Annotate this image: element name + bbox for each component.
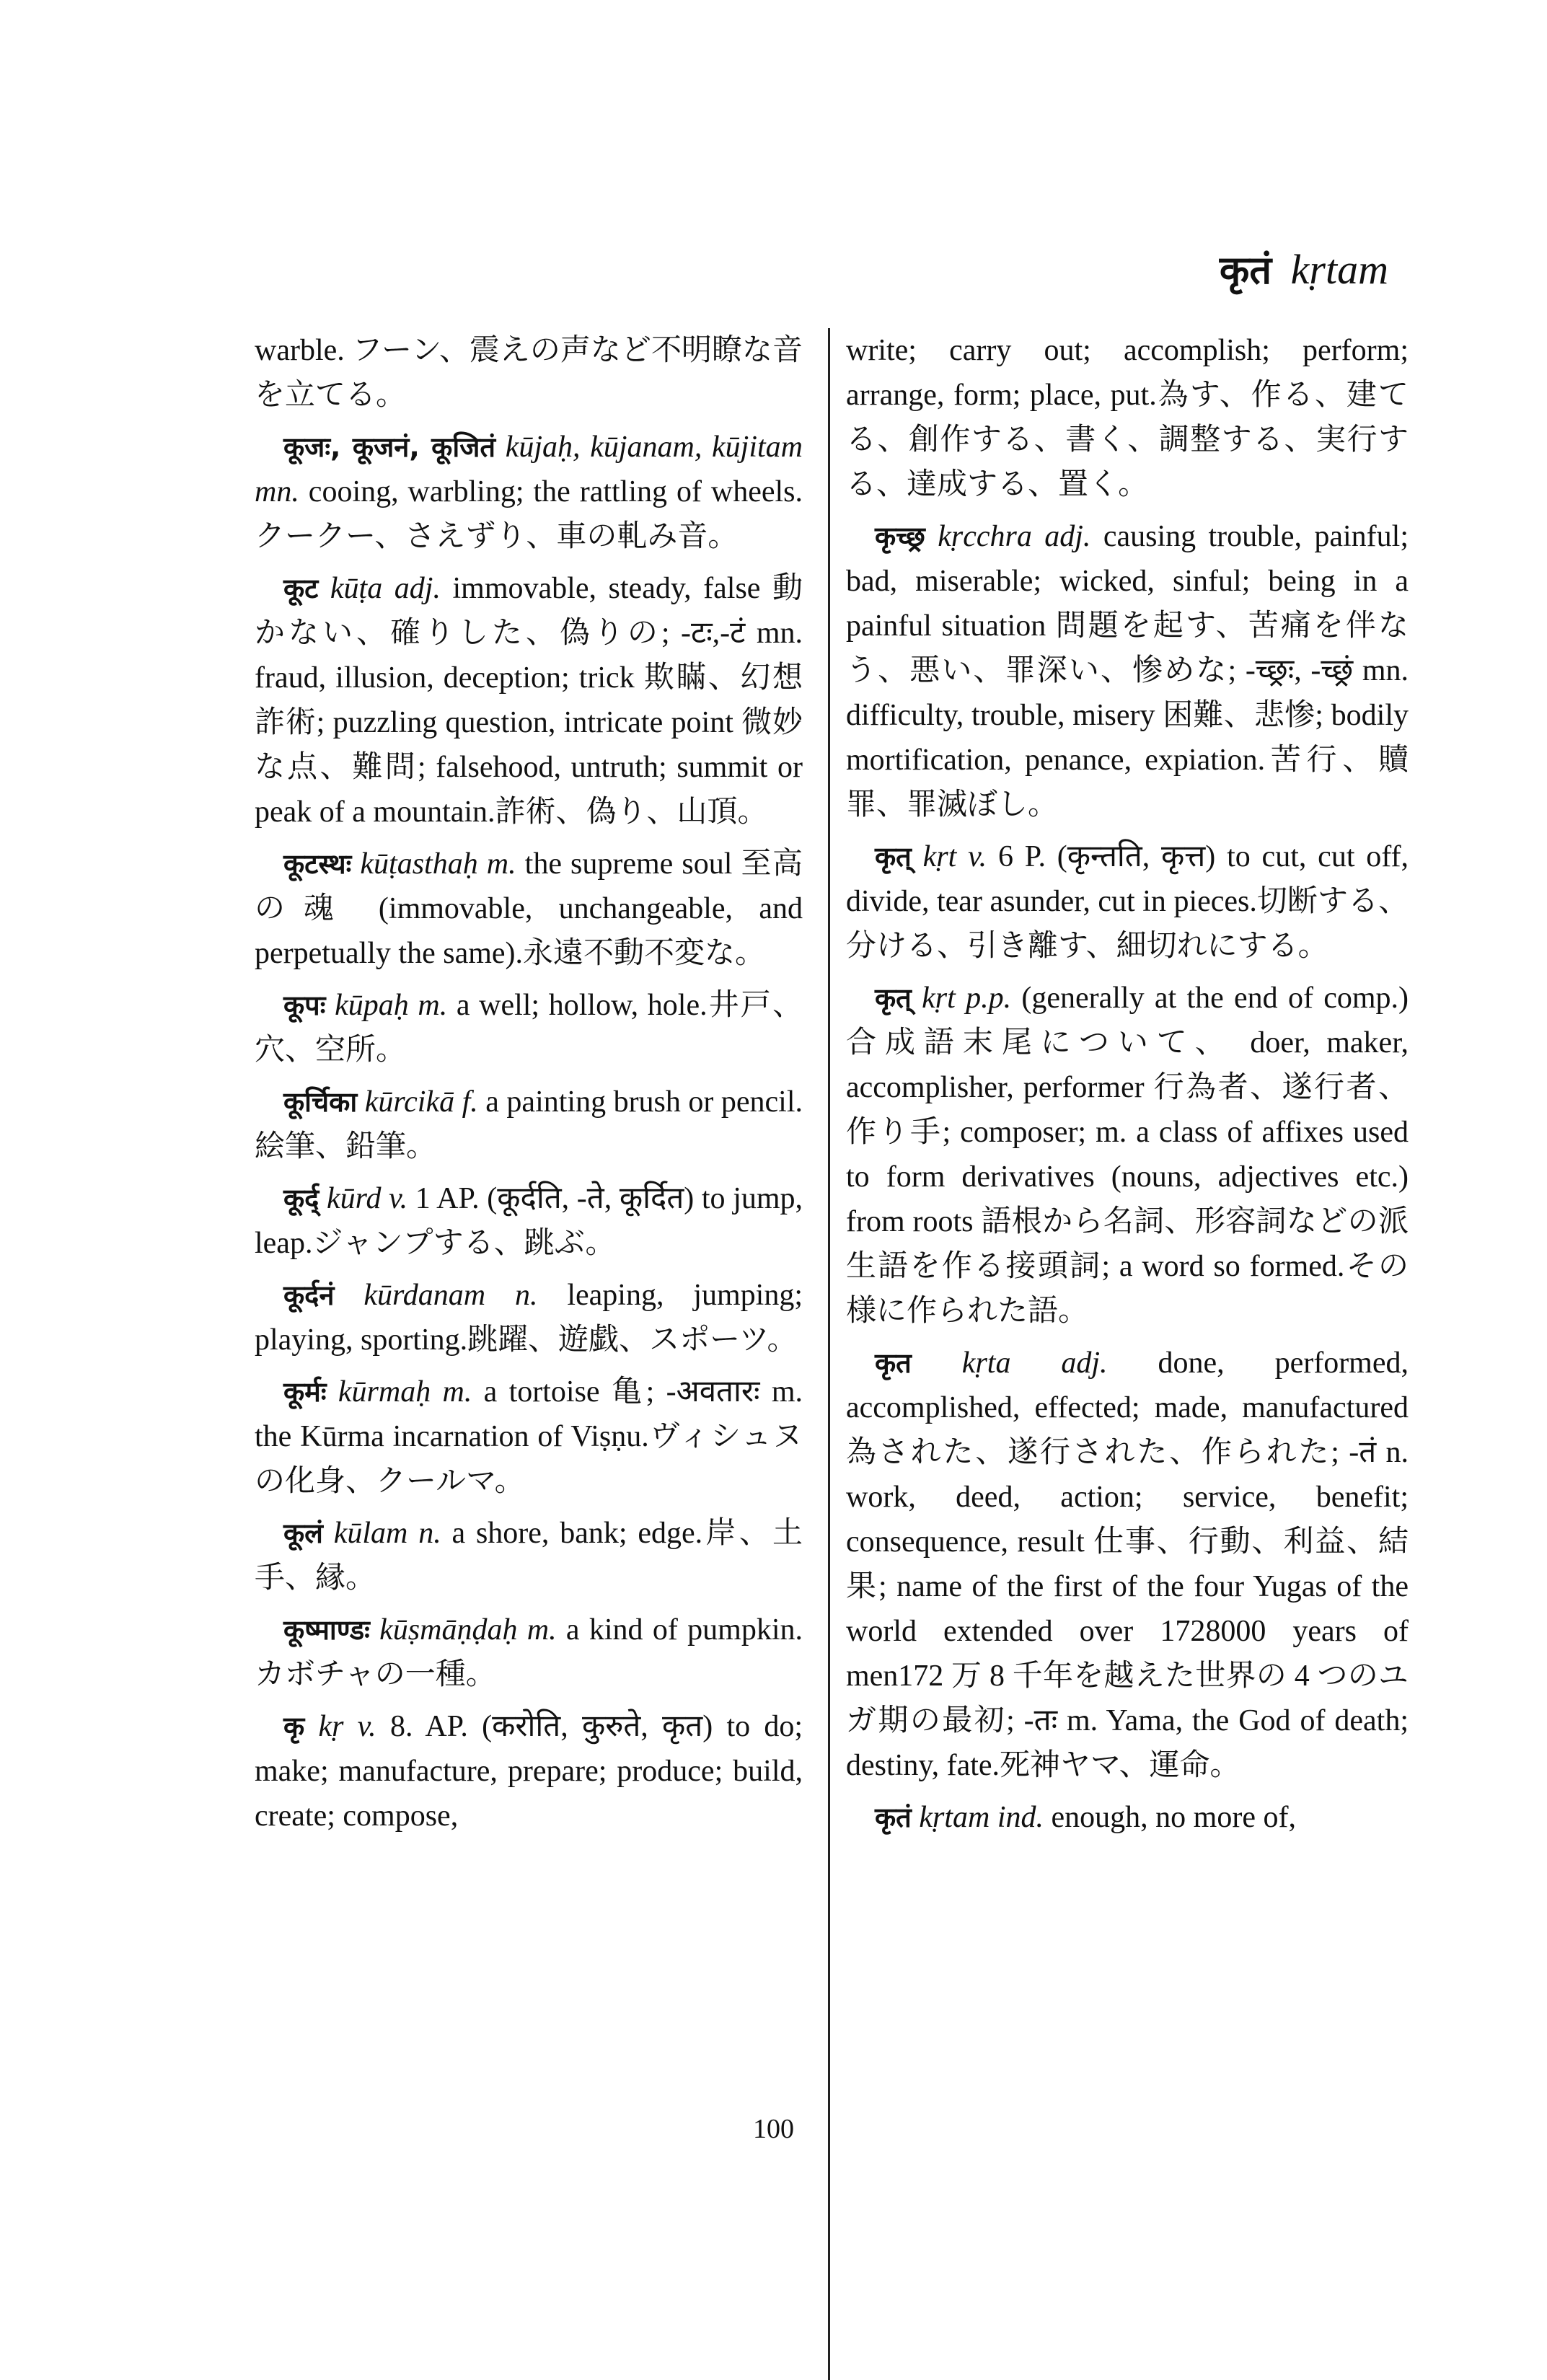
definition: a shore, bank; edge.岸、土手、縁。: [255, 1517, 803, 1595]
definition: the supreme soul 至高の魂 (immovable, unchangeable, and perpetually the same).永遠不動不変な。: [255, 847, 803, 970]
dictionary-entry: [255, 1608, 803, 1697]
running-head-translit: kṛtam: [1290, 246, 1388, 293]
definition: immovable, steady, false 動かない、確りした、偽りの; -टः,-टं mn. fraud, illusion, deception; trick 欺瞞、幻想詐術; puzzling question, intricate point 微妙な点、難問; falsehood, untruth; summit or peak of a mountain.詐術、偽り、山頂。: [255, 572, 803, 829]
definition: a painting brush or pencil.絵筆、鉛筆。: [255, 1085, 803, 1163]
right-column: [846, 328, 1409, 1847]
transliteration: kṛt v.: [922, 840, 987, 873]
headword: कूजः, कूजनं, कूजितं: [283, 431, 496, 463]
page-number: 100: [753, 2114, 794, 2144]
transliteration: kūṣmāṇḍaḥ m.: [379, 1613, 557, 1647]
dictionary-entry: [846, 1341, 1409, 1788]
headword: कृत्: [875, 841, 912, 873]
transliteration: kṛt p.p.: [922, 982, 1012, 1015]
definition: a kind of pumpkin.カボチャの一種。: [255, 1613, 803, 1691]
dictionary-entry: [255, 425, 803, 559]
definition: leaping, jumping; playing, sporting.跳躍、遊戯、スポーツ。: [255, 1279, 803, 1357]
headword: कृत: [875, 1347, 912, 1379]
definition: enough, no more of,: [1051, 1801, 1296, 1834]
dictionary-entry: [255, 1273, 803, 1362]
dictionary-entry: [255, 1370, 803, 1504]
headword: कूलं: [283, 1517, 323, 1549]
dictionary-entry: [846, 1795, 1409, 1840]
transliteration: kūṭasthaḥ m.: [360, 847, 516, 881]
running-head: [1220, 242, 1388, 295]
left-column: [255, 328, 803, 1846]
dictionary-entry: [255, 566, 803, 834]
transliteration: kṛta adj.: [961, 1347, 1108, 1380]
headword: कूपः: [283, 990, 326, 1021]
dictionary-entry: [255, 1511, 803, 1600]
headword: कूर्दनं: [283, 1279, 335, 1311]
definition: done, performed, accomplished, effected; made, manufactured 為された、遂行された、作られた; -तं n. work, deed, action; service, benefit; consequence, result 仕事、行動、利益、結果; name of the first of the four Yugas of the world extended over 1728000 years of men172 万 8 千年を越えた世界の 4 つのユガ期の最初; -तः m. Yama, the God of death; destiny, fate.死神ヤマ、運命。: [846, 1347, 1409, 1782]
transliteration: kūrmaḥ m.: [338, 1375, 472, 1409]
dictionary-entry: [255, 1080, 803, 1169]
definition: cooing, warbling; the rattling of wheels.クークー、さえずり、車の軋み音。: [255, 475, 803, 553]
transliteration: kūpaḥ m.: [335, 989, 448, 1022]
definition: 6 P. (कृन्तति, कृत्त) to cut, cut off, divide, tear asunder, cut in pieces.切断する、分ける、引き離す、細切れにする。: [846, 840, 1409, 963]
transliteration: kūjaḥ, kūjanam, kūjitam mn.: [255, 431, 803, 508]
definition: causing trouble, painful; bad, miserable; wicked, sinful; being in a painful situation 問題を起す、苦痛を伴なう、悪い、罪深い、惨めな; -च्छ्रः, -च्छ्रं mn. difficulty, trouble, misery 困難、悲惨; bodily mortification, penance, expiation.苦行、贖罪、罪滅ぼし。: [846, 520, 1409, 821]
dictionary-entry: [255, 1176, 803, 1266]
dictionary-entry: [255, 842, 803, 976]
dictionary-entry: write; carry out; accomplish; perform; arrange, form; place, put.為す、作る、建てる、創作する、書く、調整する、実行する、達成する、置く。: [846, 334, 1409, 501]
headword: कूटस्थः: [283, 848, 352, 880]
transliteration: kṛtam ind.: [919, 1801, 1044, 1834]
transliteration: kūṭa adj.: [330, 572, 441, 605]
dictionary-entry: [255, 983, 803, 1072]
transliteration: kūrcikā f.: [364, 1085, 478, 1119]
transliteration: kṛ v.: [318, 1710, 376, 1743]
headword: कृच्छ्र: [875, 521, 925, 552]
transliteration: kūrd v.: [327, 1182, 408, 1215]
headword: कूष्माण्डः: [283, 1614, 370, 1646]
headword: कूर्चिका: [283, 1086, 358, 1118]
headword: कृत्: [875, 982, 912, 1014]
dictionary-entry: [846, 976, 1409, 1334]
column-divider: [828, 328, 830, 2380]
definition: 1 AP. (कूर्दति, -ते, कूर्दित) to jump, leap.ジャンプする、跳ぶ。: [255, 1182, 803, 1260]
running-head-devanagari: कृतं: [1219, 247, 1272, 293]
headword: कूर्मः: [283, 1376, 327, 1408]
dictionary-entry: [846, 834, 1409, 969]
headword: कृतं: [875, 1802, 912, 1833]
transliteration: kṛcchra adj.: [938, 520, 1091, 553]
definition: a tortoise 亀; -अवतारः m. the Kūrma incarnation of Viṣṇu.ヴィシュヌの化身、クールマ。: [255, 1375, 803, 1498]
definition: (generally at the end of comp.)合成語末尾について、 doer, maker, accomplisher, performer 行為者、遂行者、作り手; composer; m. a class of affixes used to form derivatives (nouns, adjectives etc.) from roots 語根から名詞、形容詞などの派生語を作る接頭詞; a word so formed.その様に作られた語。: [846, 982, 1409, 1328]
definition: 8. AP. (करोति, कुरुते, कृत) to do; make; manufacture, prepare; produce; build, create; compose,: [255, 1710, 803, 1833]
definition: a well; hollow, hole.井戸、穴、空所。: [255, 989, 803, 1067]
dictionary-entry: [846, 514, 1409, 827]
dictionary-entry: [255, 1704, 803, 1838]
headword: कृ: [283, 1711, 305, 1742]
headword: कूर्द्: [283, 1183, 319, 1215]
dictionary-entry: warble. フーン、震えの声など不明瞭な音を立てる。: [255, 334, 803, 412]
headword: कूट: [283, 573, 319, 604]
transliteration: kūrdanam n.: [363, 1279, 538, 1312]
transliteration: kūlam n.: [333, 1517, 441, 1550]
